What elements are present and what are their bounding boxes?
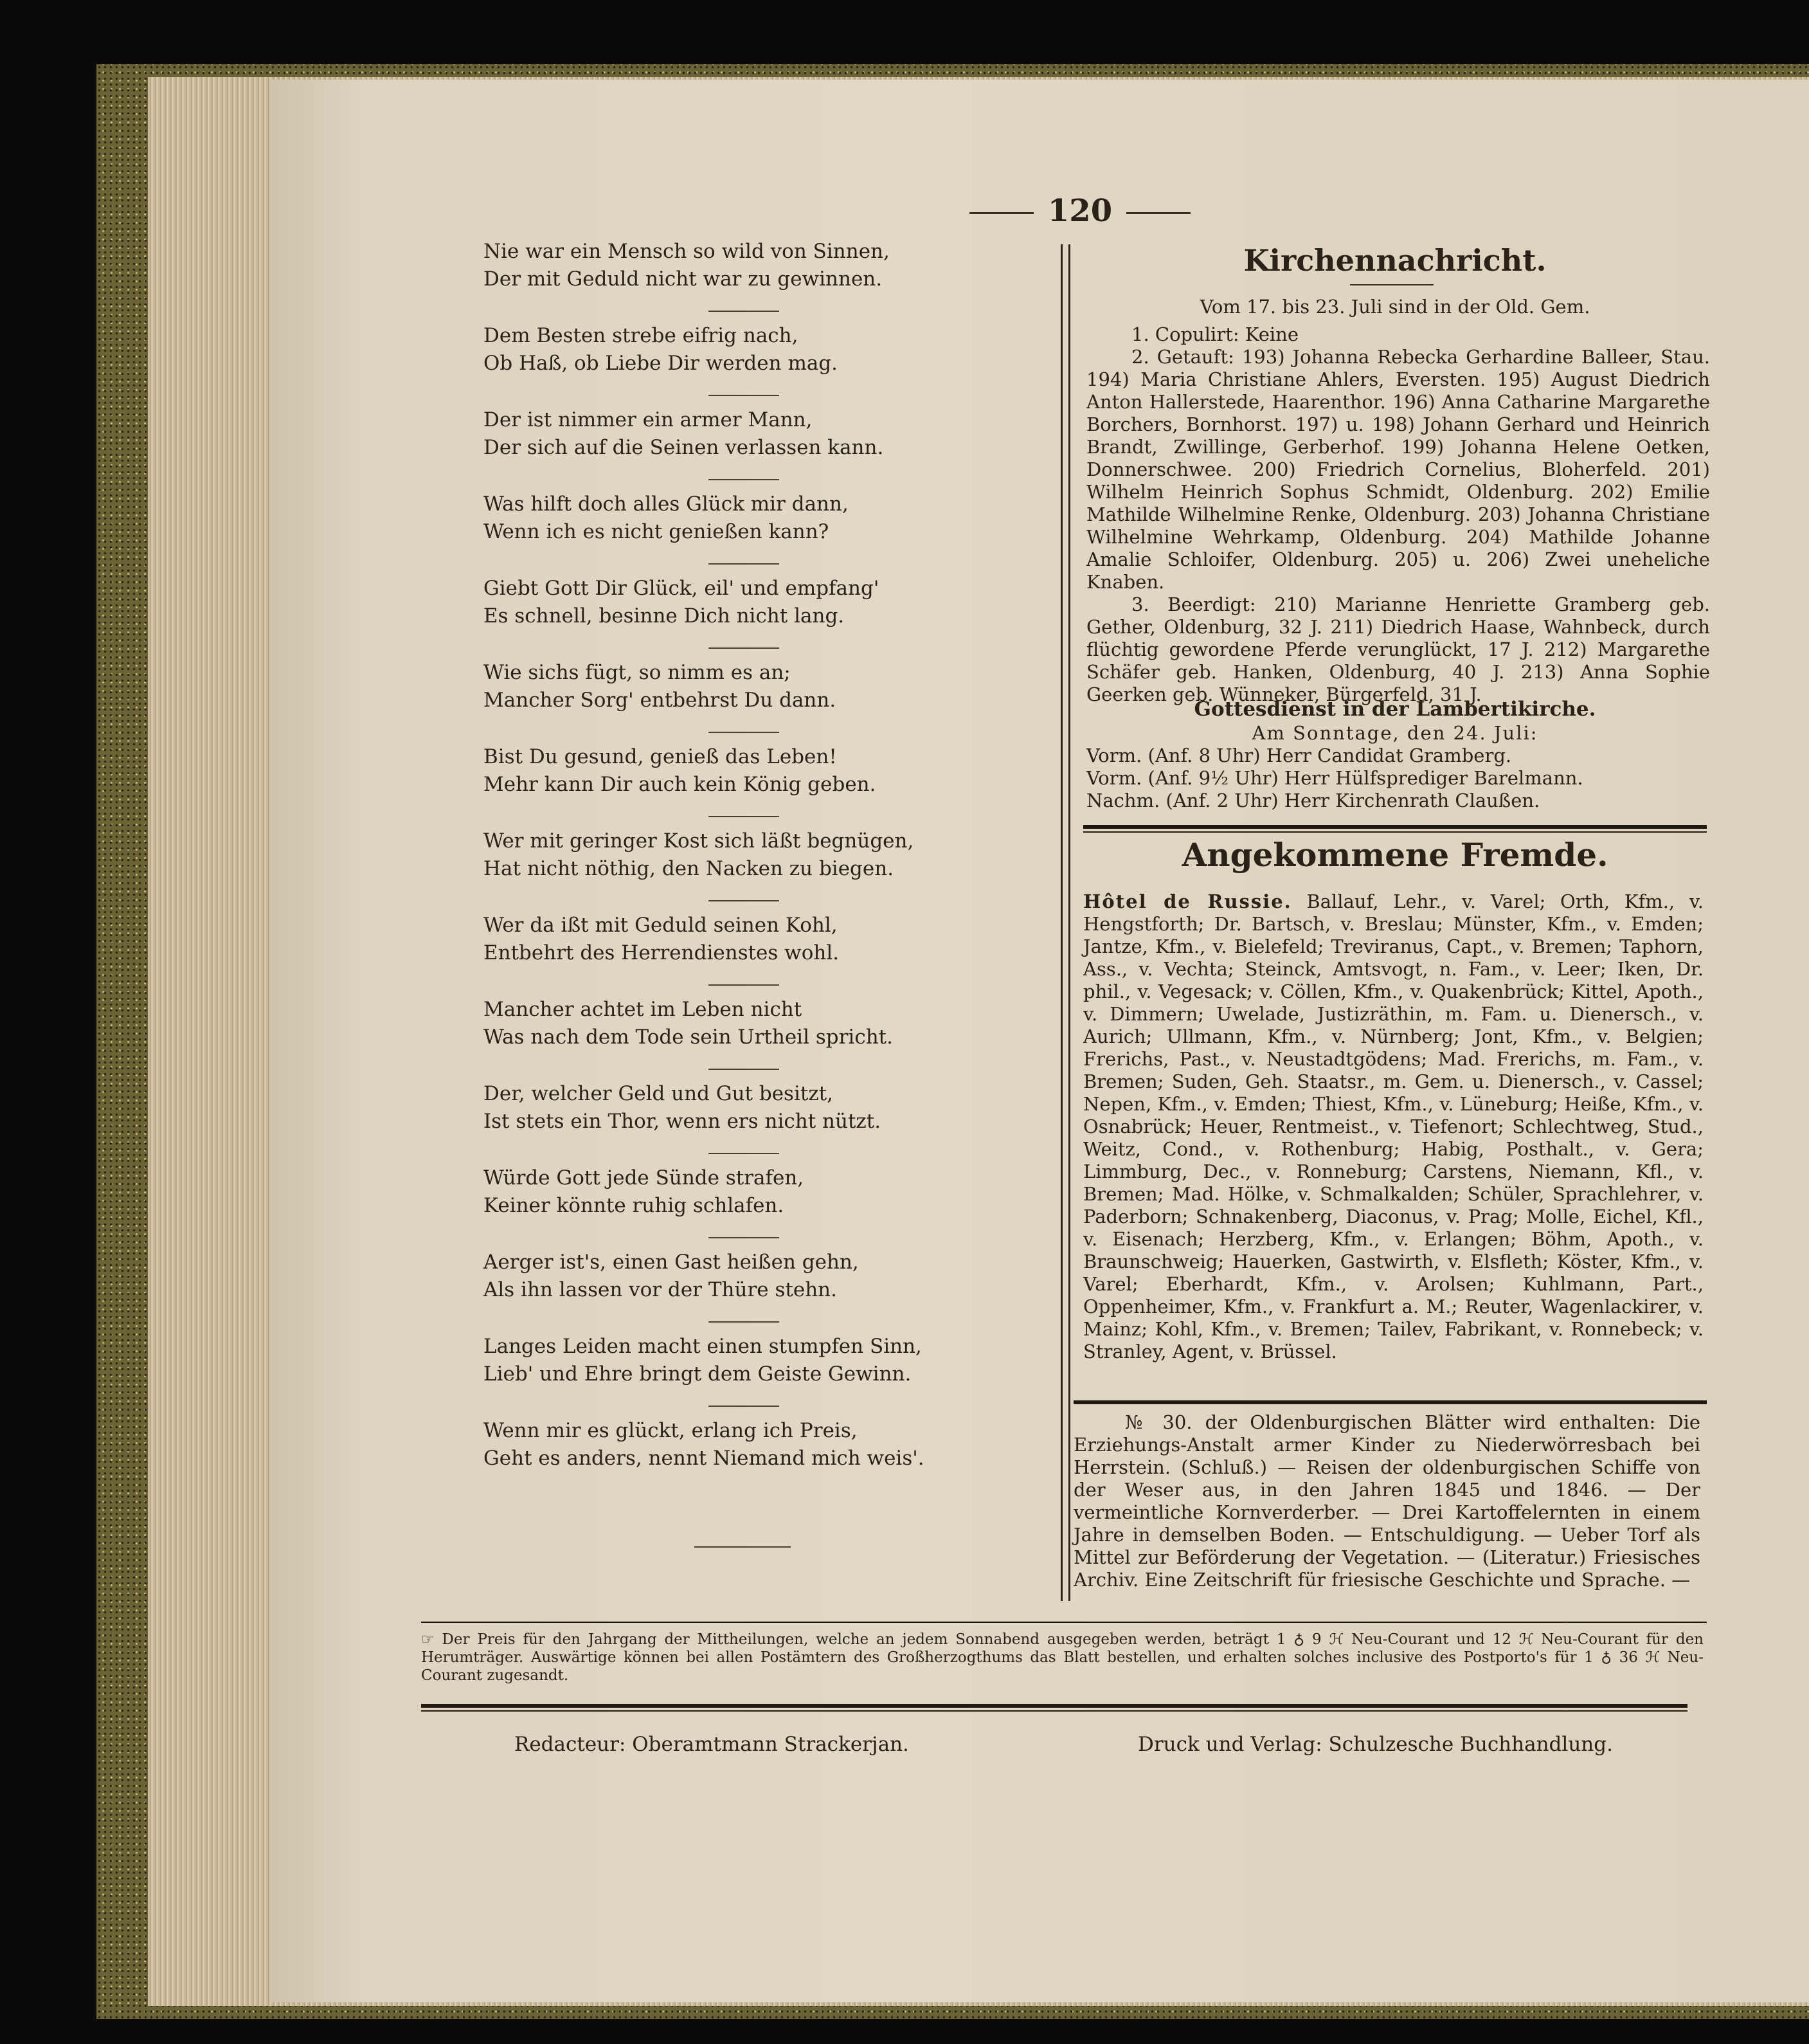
stanza-separator (708, 1321, 779, 1323)
kirchen-copulirt: 1. Copulirt: Keine (1131, 323, 1299, 345)
poem-stanza (483, 406, 972, 491)
footer-rule (421, 1704, 1688, 1708)
poem-line: Was nach dem Tode sein Urtheil spricht. (483, 1026, 893, 1049)
poem-line: Der ist nimmer ein armer Mann, (483, 408, 813, 431)
poem-line: Was hilft doch alles Glück mir dann, (483, 493, 849, 516)
poem-stanza (483, 575, 972, 659)
poem (483, 238, 972, 1501)
stanza-separator (708, 311, 779, 312)
stanza-separator (708, 1069, 779, 1070)
poem-stanza (483, 1333, 972, 1417)
poem-line: Mehr kann Dir auch kein König geben. (483, 773, 876, 796)
poem-line: Hat nicht nöthig, den Nacken zu biegen. (483, 857, 894, 880)
poem-stanza (483, 322, 972, 406)
poem-line: Wer mit geringer Kost sich läßt begnügen, (483, 829, 914, 853)
poem-stanza (483, 1249, 972, 1333)
poem-line: Wer da ißt mit Geduld seinen Kohl, (483, 914, 838, 937)
service-line: Nachm. (Anf. 2 Uhr) Herr Kirchenrath Claußen. (1086, 790, 1540, 811)
poem-line: Der sich auf die Seinen verlassen kann. (483, 436, 884, 459)
poem-line: Der mit Geduld nicht war zu gewinnen. (483, 267, 883, 291)
stanza-separator (708, 900, 779, 901)
poem-line: Lieb' und Ehre bringt dem Geiste Gewinn. (483, 1362, 912, 1386)
gottesdienst-subtitle: Am Sonntage, den 24. Juli: (1252, 722, 1538, 744)
gottesdienst-title: Gottesdienst in der Lambertikirche. (1194, 698, 1596, 721)
kirchen-subtitle: Vom 17. bis 23. Juli sind in der Old. Gem. (1200, 296, 1590, 318)
footer-rule-thin (421, 1710, 1688, 1712)
poem-stanza (483, 912, 972, 996)
poem-line: Mancher achtet im Leben nicht (483, 998, 802, 1021)
poem-stanza (483, 828, 972, 912)
price-notice (421, 1631, 1704, 1685)
price-notice-text: ☞ Der Preis für den Jahrgang der Mittheilungen, welche an jedem Sonnabend ausgegeben werden, beträgt 1 ♁ 9 ℋ Neu-Courant und 12 ℋ Neu-Courant für den Herumträger. Auswärtige können bei allen Postämtern des Großherzogthums das Blatt bestellen, und erhalten solches inclusive des Postporto's für 1 ♁ 36 ℋ Neu-Courant zugesandt. (421, 1631, 1704, 1684)
poem-line: Ist stets ein Thor, wenn ers nicht nützt. (483, 1110, 881, 1133)
section-rule (1083, 825, 1707, 829)
stanza-separator (708, 732, 779, 733)
oldenburg-blaetter-notice (1074, 1411, 1700, 1591)
stanza-separator (708, 1153, 779, 1154)
poem-line: Bist Du gesund, genieß das Leben! (483, 745, 837, 768)
stanza-separator (708, 1237, 779, 1238)
poem-line: Es schnell, besinne Dich nicht lang. (483, 604, 845, 628)
stanza-separator (708, 984, 779, 986)
poem-stanza (483, 1164, 972, 1249)
poem-line: Wie sichs fügt, so nimm es an; (483, 661, 791, 684)
kirchen-beerdigt: 3. Beerdigt: 210) Marianne Henriette Gramberg geb. Gether, Oldenburg, 32 J. 211) Diedrich Haase, Wahnbeck, durch flüchtig gewordene Pferde verunglückt, 17 J. 212) Margarethe Schäfer geb. Hanken, Oldenburg, 40 J. 213) Anna Sophie Geerken geb. Wünneker, Bürgerfeld, 31 J. (1086, 593, 1710, 705)
poem-line: Wenn mir es glückt, erlang ich Preis, (483, 1419, 858, 1442)
poem-stanza (483, 1417, 972, 1501)
stanza-separator (708, 816, 779, 817)
poem-line: Geht es anders, nennt Niemand mich weis'. (483, 1447, 924, 1470)
stanza-separator (708, 1406, 779, 1407)
kirchen-body (1086, 323, 1710, 706)
poem-line: Entbehrt des Herrendienstes wohl. (483, 941, 840, 964)
poem-stanza (483, 1080, 972, 1164)
kirchen-title: Kirchennachricht. (1243, 243, 1547, 278)
poem-line: Giebt Gott Dir Glück, eil' und empfang' (483, 577, 879, 600)
poem-line: Nie war ein Mensch so wild von Sinnen, (483, 240, 890, 263)
poem-line: Keiner könnte ruhig schlafen. (483, 1194, 784, 1217)
poem-stanza (483, 238, 972, 322)
poem-line: Würde Gott jede Sünde strafen, (483, 1166, 804, 1189)
section-rule (1074, 1400, 1707, 1404)
poem-stanza (483, 743, 972, 828)
kirchen-getauft: 2. Getauft: 193) Johanna Rebecka Gerhardine Balleer, Stau. 194) Maria Christiane Ahlers, Eversten. 195) August Diedrich Anton Hallerstede, Haarenthor. 196) Anna Catharine Margarethe Borchers, Bornhorst. 197) u. 198) Johann Gerhard und Heinrich Brandt, Zwillinge, Gerberhof. 199) Johanna Helene Oetken, Donnerschwee. 200) Friedrich Cornelius, Bloherfeld. 201) Wilhelm Heinrich Sophus Schmidt, Oldenburg. 202) Emilie Mathilde Wilhelmine Renke, Oldenburg. 203) Johanna Christiane Wilhelmine Wehrkamp, Oldenburg. 204) Mathilde Johanne Amalie Schloifer, Oldenburg. 205) u. 206) Zwei uneheliche Knaben. (1086, 346, 1710, 593)
poem-end-rule (694, 1546, 791, 1548)
oldenburg-blaetter-text: № 30. der Oldenburgischen Blätter wird enthalten: Die Erziehungs-Anstalt armer Kinder zu Niederwörresbach bei Herrstein. (Schluß.) — Reisen der oldenburgischen Schiffe von der Weser aus, in den Jahren 1845 und 1846. — Der vermeintliche Kornverderber. — Drei Kartoffelernten in einem Jahre in demselben Boden. — Entschuldigung. — Ueber Torf als Mittel zur Beförderung der Vegetation. — (Literatur.) Friesisches Archiv. Eine Zeitschrift für friesische Geschichte und Sprache. — (1074, 1411, 1700, 1591)
fremde-body (1083, 891, 1704, 1363)
poem-line: Ob Haß, ob Liebe Dir werden mag. (483, 352, 838, 375)
service-line: Vorm. (Anf. 8 Uhr) Herr Candidat Gramberg. (1086, 745, 1512, 766)
poem-stanza (483, 659, 972, 743)
service-line: Vorm. (Anf. 9½ Uhr) Herr Hülfsprediger Barelmann. (1086, 767, 1583, 789)
stanza-separator (708, 479, 779, 480)
editor-line: Redacteur: Oberamtmann Strackerjan. (514, 1733, 909, 1756)
poem-line: Aerger ist's, einen Gast heißen gehn, (483, 1251, 859, 1274)
hotel-name: Hôtel de Russie. (1083, 891, 1292, 912)
section-rule-thin (1083, 831, 1707, 833)
gottesdienst-lines (1086, 745, 1704, 812)
poem-line: Langes Leiden macht einen stumpfen Sinn, (483, 1335, 922, 1358)
poem-stanza (483, 996, 972, 1080)
fremde-list: Ballauf, Lehr., v. Varel; Orth, Kfm., v. Hengstforth; Dr. Bartsch, v. Breslau; Münster, Kfm., v. Emden; Jantze, Kfm., v. Bielefeld; Treviranus, Capt., v. Bremen; Taphorn, Ass., v. Vechta; Steinck, Amtsvogt, n. Fam., v. Leer; Iken, Dr. phil., v. Vegesack; v. Cöllen, Kfm., v. Quakenbrück; Kittel, Apoth., v. Dimmern; Uwelade, Justizräthin, m. Fam. u. Dienersch., v. Aurich; Ullmann, Kfm., v. Nürnberg; Jont, Kfm., v. Belgien; Frerichs, Past., v. Neustadtgödens; Mad. Frerichs, m. Fam., v. Bremen; Suden, Geh. Staatsr., m. Gem. u. Dienersch., v. Cassel; Nepen, Kfm., v. Emden; Thiest, Kfm., v. Lüneburg; Heiße, Kfm., v. Osnabrück; Heuer, Rentmeist., v. Tiefenort; Schlechtweg, Stud., Weitz, Cond., v. Rothenburg; Habig, Posthalt., v. Gera; Limmburg, Dec., v. Ronneburg; Carstens, Niemann, Kfl., v. Bremen; Mad. Hölke, v. Schmalkalden; Schüler, Sprachlehrer, v. Paderborn; Schnakenberg, Diaconus, v. Prag; Molle, Eichel, Kfl., v. Eisenach; Herzberg, Kfm., v. Erlangen; Böhm, Apoth., v. Braunschweig; Hauerken, Gastwirth, v. Elsfleth; Köster, Kfm., v. Varel; Eberhardt, Kfm., v. Arolsen; Kuhlmann, Part., Oppenheimer, Kfm., v. Frankfurt a. M.; Reuter, Wagenlackirer, v. Mainz; Kohl, Kfm., v. Bremen; Tailev, Fabrikant, v. Ronnebeck; v. Stranley, Agent, v. Brüssel. (1083, 891, 1704, 1362)
stanza-separator (708, 395, 779, 396)
notice-rule (421, 1622, 1707, 1623)
poem-line: Dem Besten strebe eifrig nach, (483, 324, 798, 347)
stanza-separator (708, 647, 779, 649)
poem-line: Der, welcher Geld und Gut besitzt, (483, 1082, 833, 1105)
printer-line: Druck und Verlag: Schulzesche Buchhandlung. (1138, 1733, 1613, 1756)
stanza-separator (708, 563, 779, 565)
fremde-title: Angekommene Fremde. (1182, 836, 1608, 874)
title-rule (1350, 284, 1434, 285)
poem-line: Wenn ich es nicht genießen kann? (483, 520, 829, 543)
column-divider (1061, 244, 1070, 1601)
poem-line: Als ihn lassen vor der Thüre stehn. (483, 1278, 837, 1301)
page-number: 120 (951, 193, 1209, 229)
poem-stanza (483, 491, 972, 575)
poem-line: Mancher Sorg' entbehrst Du dann. (483, 689, 836, 712)
